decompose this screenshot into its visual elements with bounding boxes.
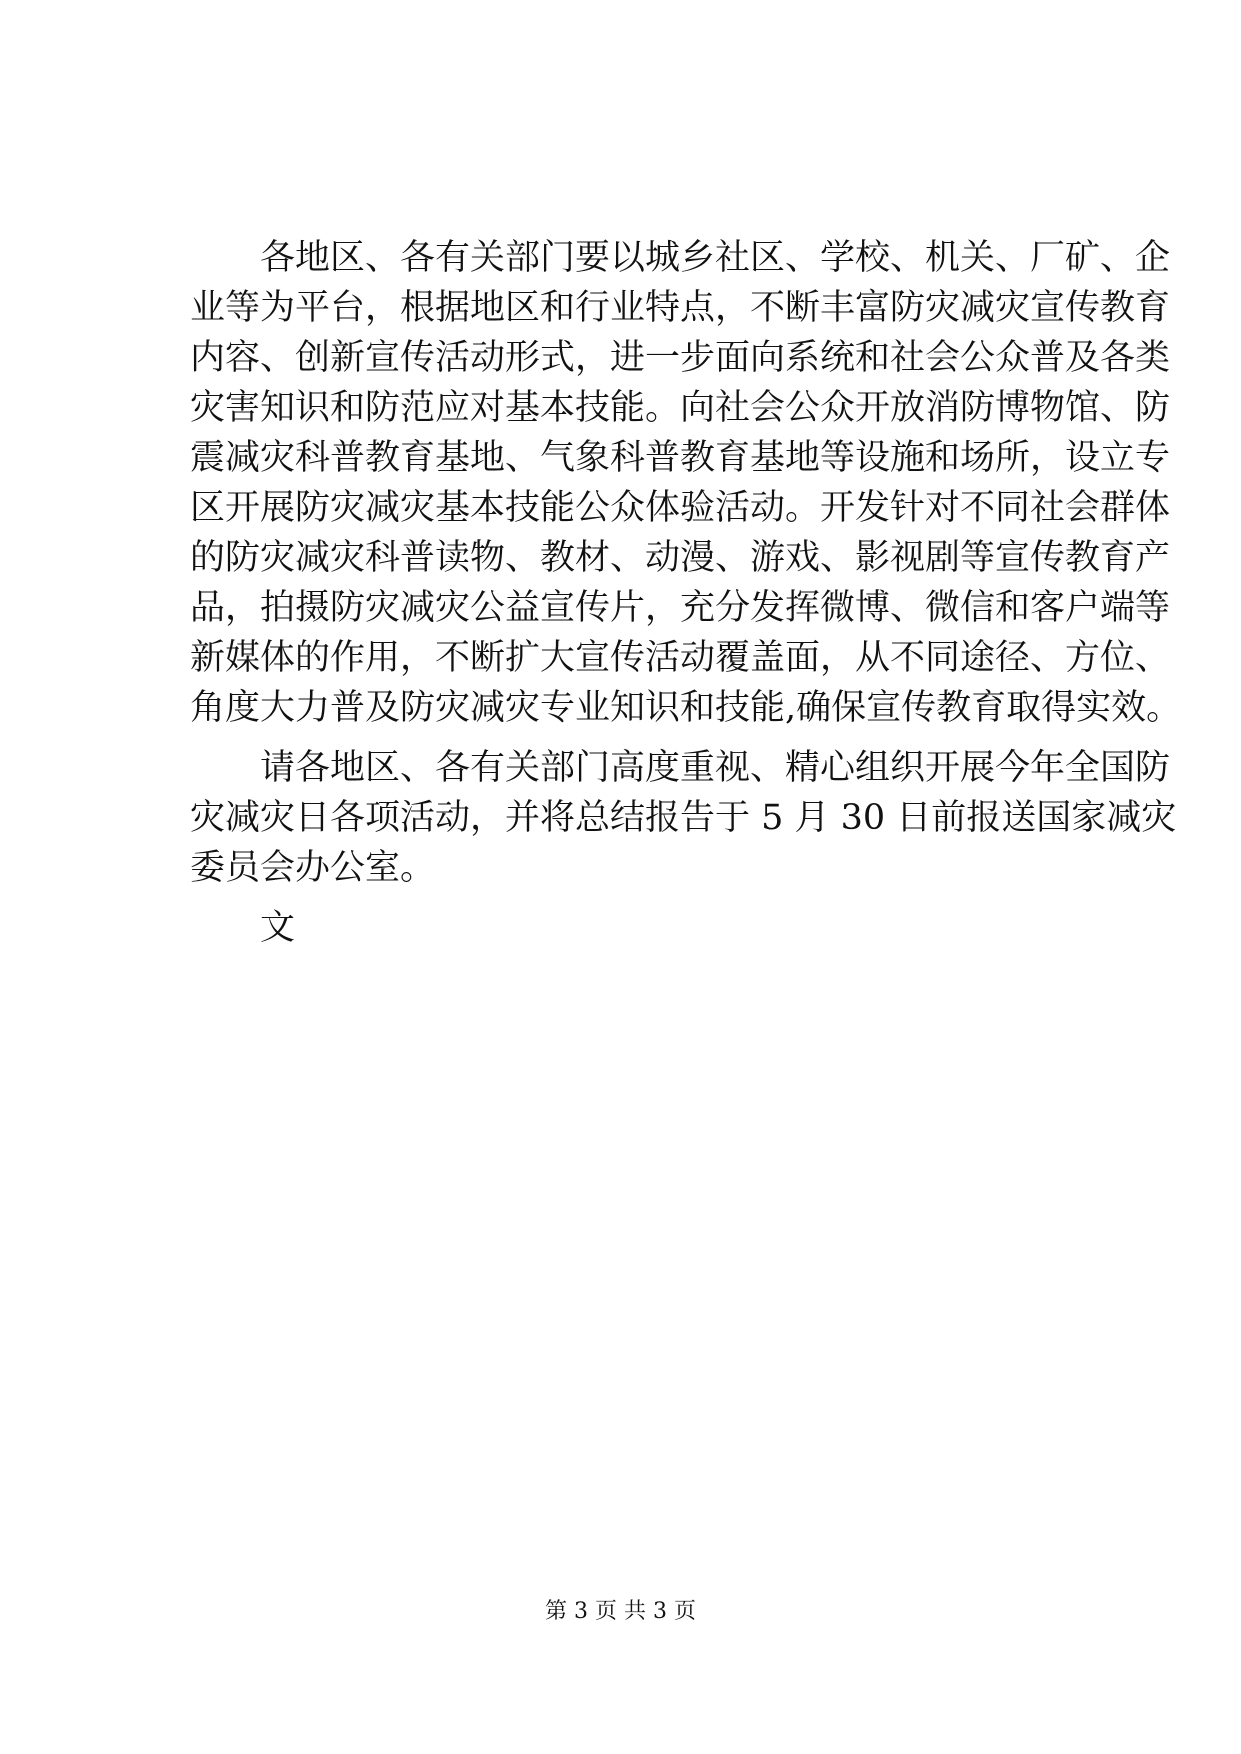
paragraph-2-line-1: 请各地区、各有关部门高度重视、精心组织开展今年全国防	[190, 748, 1171, 788]
paragraph-1-line-9: 新媒体的作用，不断扩大宣传活动覆盖面，从不同途径、方位、	[190, 638, 1171, 678]
paragraph-1-line-5: 震减灾科普教育基地、气象科普教育基地等设施和场所，设立专	[190, 438, 1171, 478]
paragraph-2-line-2: 灾减灾日各项活动，并将总结报告于 5 月 30 日前报送国家减灾	[190, 798, 1177, 838]
paragraph-1-line-6: 区开展防灾减灾基本技能公众体验活动。开发针对不同社会群体	[190, 488, 1171, 528]
paragraph-1-line-4: 灾害知识和防范应对基本技能。向社会公众开放消防博物馆、防	[190, 388, 1171, 428]
paragraph-1-line-1: 各地区、各有关部门要以城乡社区、学校、机关、厂矿、企	[190, 238, 1171, 278]
paragraph-1-line-10: 角度大力普及防灾减灾专业知识和技能,确保宣传教育取得实效。	[190, 688, 1182, 728]
page-number-footer: 第 3 页 共 3 页	[545, 1599, 696, 1624]
paragraph-1-line-3: 内容、创新宣传活动形式，进一步面向系统和社会公众普及各类	[190, 338, 1171, 378]
paragraph-1-line-8: 品，拍摄防灾减灾公益宣传片，充分发挥微博、微信和客户端等	[190, 588, 1171, 628]
paragraph-3-line-1: 文	[190, 908, 296, 948]
paragraph-1-line-7: 的防灾减灾科普读物、教材、动漫、游戏、影视剧等宣传教育产	[190, 538, 1171, 578]
paragraph-2-line-3: 委员会办公室。	[190, 848, 436, 888]
paragraph-1-line-2: 业等为平台，根据地区和行业特点，不断丰富防灾减灾宣传教育	[190, 288, 1171, 328]
